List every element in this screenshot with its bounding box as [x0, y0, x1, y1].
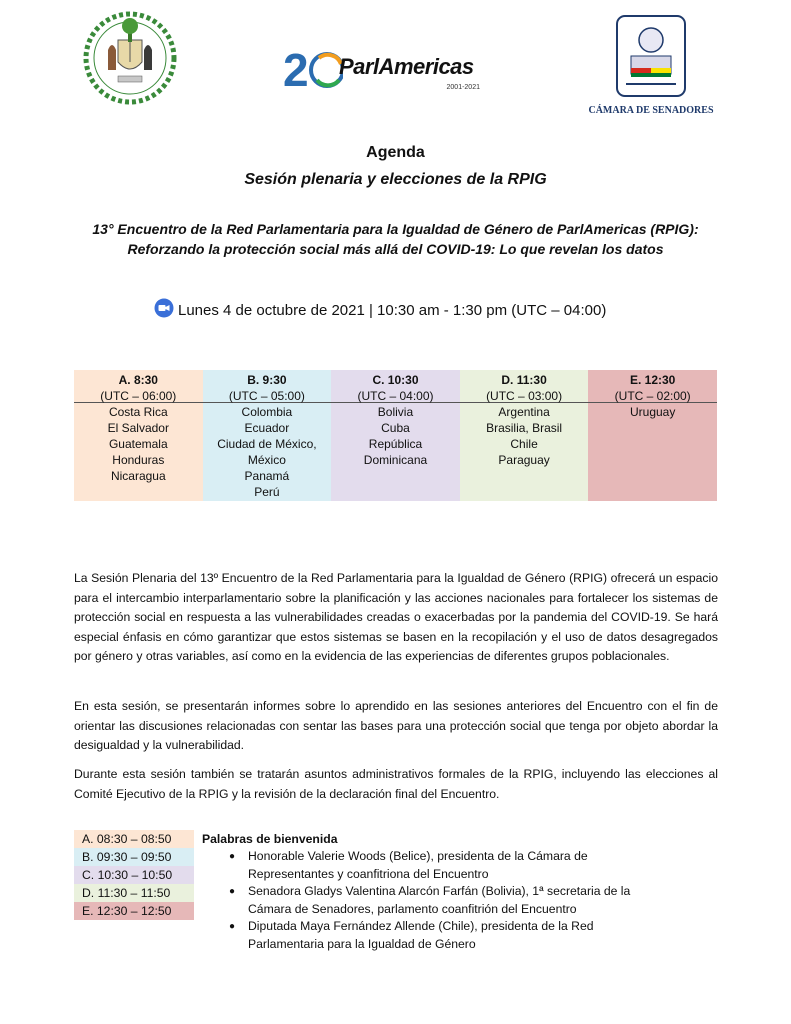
logo-center-text: ParlAmericas [339, 54, 474, 79]
schedule-time-row: E. 12:30 – 12:50 [74, 902, 194, 920]
timezone-countries [331, 403, 460, 468]
welcome-section [202, 832, 672, 953]
timezone-column [460, 370, 589, 501]
logo-center-years: 2001-2021 [446, 84, 480, 91]
svg-text:2: 2 [283, 44, 309, 96]
country-name: Guatemala [108, 437, 168, 451]
timezone-label: A. 8:30 [118, 373, 158, 387]
country-name: Bolivia [377, 405, 414, 419]
welcome-speaker-text: Diputada Maya Fernández Allende (Chile), presidenta de la Red Parlamentaria para la Igualdad de Género [248, 919, 594, 951]
welcome-speaker-item [202, 918, 672, 953]
camara-de-senadores-logo [586, 14, 716, 118]
timezone-countries [460, 403, 589, 468]
timezone-header [203, 370, 332, 403]
event-title-line-2: Reforzando la protección social más allá del COVID-19: Lo que revelan los datos [127, 241, 664, 257]
country-name: El Salvador [107, 421, 169, 435]
country-name: Costa Rica [108, 405, 168, 419]
timezone-label: C. 10:30 [372, 373, 419, 387]
timezone-column [588, 370, 717, 501]
parlamericas-logo [283, 38, 488, 98]
timezone-countries [588, 403, 717, 420]
country-name: Nicaragua [110, 469, 166, 483]
timezone-header [588, 370, 717, 403]
welcome-speaker-item [202, 883, 672, 918]
country-name: República [368, 437, 423, 451]
country-name: Dominicana [363, 453, 428, 467]
country-name: Chile [510, 437, 538, 451]
welcome-speaker-item [202, 848, 672, 883]
timezone-column [203, 370, 332, 501]
admin-paragraph: Durante esta sesión también se tratarán asuntos administrativos formales de la RPIG, incluyendo las elecciones al Comité Ejecutivo de la RPIG y la revisión de la declaración final del Encuentro. [74, 767, 718, 801]
timezone-countries [74, 403, 203, 484]
country-name: Paraguay [498, 453, 550, 467]
schedule-times [74, 830, 194, 920]
date-line-text: Lunes 4 de octubre de 2021 | 10:30 am - 1:30 pm (UTC – 04:00) [178, 301, 607, 319]
country-name: Panamá [244, 469, 290, 483]
timezone-header [331, 370, 460, 403]
timezone-column [74, 370, 203, 501]
country-name: Ciudad de México, [217, 437, 317, 451]
schedule-time-row: A. 08:30 – 08:50 [74, 830, 194, 848]
logo-right-text: CÁMARA DE SENADORES [588, 105, 714, 116]
timezone-label: D. 11:30 [501, 373, 547, 387]
page-subtitle: Sesión plenaria y elecciones de la RPIG [244, 171, 547, 188]
welcome-list [202, 848, 672, 953]
timezone-header [74, 370, 203, 403]
bullet-icon: ● [229, 851, 236, 862]
timezone-column [331, 370, 460, 501]
timezone-utc: (UTC – 02:00) [614, 389, 691, 403]
welcome-heading: Palabras de bienvenida [202, 832, 338, 846]
timezone-countries [203, 403, 332, 500]
schedule-time-row: C. 10:30 – 10:50 [74, 866, 194, 884]
date-line [154, 298, 606, 322]
schedule-time-row: D. 11:30 – 11:50 [74, 884, 194, 902]
session-paragraph: En esta sesión, se presentarán informes sobre lo aprendido en las sesiones anteriores del Encuentro con el fin de orientar las discusiones relacionadas con sentar las bases para una protección social que tenga por objeto abordar la desigualdad y la vulnerabilidad. [74, 699, 718, 752]
timezone-utc: (UTC – 06:00) [100, 389, 177, 403]
timezone-label: B. 9:30 [247, 373, 287, 387]
timezone-utc: (UTC – 03:00) [486, 389, 563, 403]
country-name: México [247, 453, 286, 467]
country-name: Ecuador [244, 421, 290, 435]
page-title: Agenda [366, 144, 425, 161]
belize-coat-of-arms-logo [82, 10, 178, 106]
country-name: Colombia [241, 405, 293, 419]
timezone-header [460, 370, 589, 403]
timezone-label: E. 12:30 [629, 373, 676, 387]
country-name: Cuba [381, 421, 410, 435]
country-name: Perú [254, 485, 280, 499]
country-name: Uruguay [629, 405, 676, 419]
timezone-utc: (UTC – 05:00) [228, 389, 305, 403]
timezone-table [74, 370, 717, 501]
welcome-speaker-text: Senadora Gladys Valentina Alarcón Farfán (Bolivia), 1ª secretaria de la Cámara de Senadores, parlamento coanfitrión del Encuentro [248, 884, 631, 916]
country-name: Brasilia, Brasil [486, 421, 563, 435]
country-name: Argentina [498, 405, 550, 419]
bullet-icon: ● [229, 921, 236, 932]
intro-paragraph: La Sesión Plenaria del 13º Encuentro de la Red Parlamentaria para la Igualdad de Género (RPIG) ofrecerá un espacio para el intercambio interparlamentario sobre la planificación y las acciones nacionales para fortalecer los sistemas de protección social en respuesta a las vulnerabilidades creadas o exacerbadas por la pandemia del COVID-19. Se hará especial énfasis en cómo garantizar que estos sistemas se basen en la recopilación y el uso de datos desagregados por género y otras variables, así como en la evidencia de las experiencias de diferentes grupos poblacionales. [74, 571, 718, 663]
country-name: Honduras [112, 453, 165, 467]
schedule-time-row: B. 09:30 – 09:50 [74, 848, 194, 866]
bullet-icon: ● [229, 886, 236, 897]
event-title-line-1: 13° Encuentro de la Red Parlamentaria para la Igualdad de Género de ParlAmericas (RPIG): [92, 221, 699, 237]
welcome-speaker-text: Honorable Valerie Woods (Belice), presidenta de la Cámara de Representantes y coanfitriona del Encuentro [248, 849, 588, 881]
timezone-utc: (UTC – 04:00) [357, 389, 434, 403]
video-camera-icon [154, 298, 174, 322]
